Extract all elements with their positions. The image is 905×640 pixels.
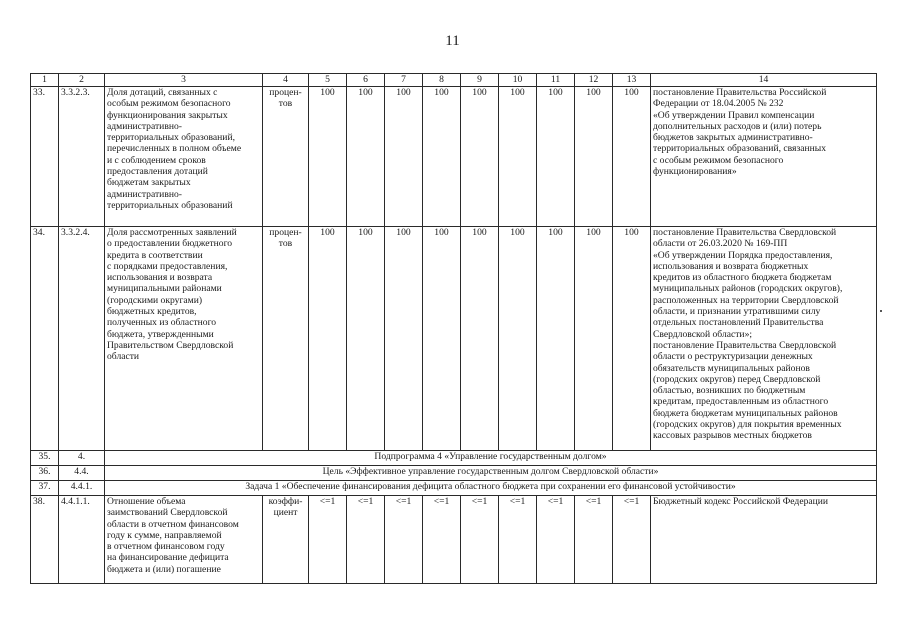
goal-row — [31, 466, 877, 481]
table-row — [31, 87, 877, 227]
row-code: 4.4.1. — [59, 481, 105, 496]
value-cell: 100 — [423, 87, 461, 227]
value-cell: 100 — [537, 227, 575, 451]
col-header-1: 1 — [31, 74, 59, 87]
scan-speck — [880, 310, 882, 312]
legal-source: Бюджетный кодекс Российской Федерации — [651, 496, 877, 584]
col-header-3: 3 — [105, 74, 263, 87]
subprogram-row — [31, 451, 877, 466]
indicator-name: Отношение объема заимствований Свердловской области в отчетном финансовом году к сумме, направляемой в отчетном финансовом году на финансирование дефицита бюджета и (или) погашение — [105, 496, 263, 584]
col-header-11: 11 — [537, 74, 575, 87]
col-header-5: 5 — [309, 74, 347, 87]
row-number: 38. — [31, 496, 59, 584]
indicators-table — [30, 73, 877, 584]
column-number-row — [31, 74, 877, 87]
value-cell: <=1 — [347, 496, 385, 584]
row-code: 4.4.1.1. — [59, 496, 105, 584]
indicator-name: Доля дотаций, связанных с особым режимом безопасного функционирования закрытых административно- территориальных образований, перечисленных в полном объеме и с соблюдением сроков предоставления дотаций бюджетам закрытых административно- территориальных образований — [105, 87, 263, 227]
col-header-10: 10 — [499, 74, 537, 87]
value-cell: 100 — [613, 87, 651, 227]
task-row — [31, 481, 877, 496]
row-code: 4. — [59, 451, 105, 466]
value-cell: 100 — [347, 87, 385, 227]
row-code: 3.3.2.4. — [59, 227, 105, 451]
value-cell: 100 — [309, 227, 347, 451]
legal-source: постановление Правительства Российской Федерации от 18.04.2005 № 232 «Об утверждении Правил компенсации дополнительных расходов и (или) потерь бюджетов закрытых административно- территориальных образований, связанных с особым режимом безопасного функционирования» — [651, 87, 877, 227]
col-header-14: 14 — [651, 74, 877, 87]
value-cell: 100 — [537, 87, 575, 227]
table-row — [31, 496, 877, 584]
value-cell: <=1 — [461, 496, 499, 584]
col-header-4: 4 — [263, 74, 309, 87]
value-cell: 100 — [499, 87, 537, 227]
col-header-2: 2 — [59, 74, 105, 87]
value-cell: <=1 — [537, 496, 575, 584]
col-header-9: 9 — [461, 74, 499, 87]
goal-title: Цель «Эффективное управление государственным долгом Свердловской области» — [105, 466, 877, 481]
value-cell: 100 — [461, 87, 499, 227]
unit: процен- тов — [263, 87, 309, 227]
row-code: 4.4. — [59, 466, 105, 481]
value-cell: <=1 — [613, 496, 651, 584]
row-number: 36. — [31, 466, 59, 481]
value-cell: 100 — [499, 227, 537, 451]
value-cell: <=1 — [309, 496, 347, 584]
value-cell: 100 — [385, 87, 423, 227]
row-code: 3.3.2.3. — [59, 87, 105, 227]
value-cell: 100 — [423, 227, 461, 451]
col-header-7: 7 — [385, 74, 423, 87]
value-cell: 100 — [461, 227, 499, 451]
value-cell: 100 — [613, 227, 651, 451]
value-cell: <=1 — [385, 496, 423, 584]
row-number: 35. — [31, 451, 59, 466]
col-header-13: 13 — [613, 74, 651, 87]
col-header-12: 12 — [575, 74, 613, 87]
task-title: Задача 1 «Обеспечение финансирования дефицита областного бюджета при сохранении его финансовой устойчивости» — [105, 481, 877, 496]
value-cell: <=1 — [499, 496, 537, 584]
unit: процен- тов — [263, 227, 309, 451]
indicator-name: Доля рассмотренных заявлений о предоставлении бюджетного кредита в соответствии с порядками предоставления, использования и возврата муниципальными районами (городскими округами) бюджетных кредитов, полученных из областного бюджета, утвержденными Правительством Свердловской области — [105, 227, 263, 451]
value-cell: 100 — [575, 87, 613, 227]
unit: коэффи- циент — [263, 496, 309, 584]
subprogram-title: Подпрограмма 4 «Управление государственным долгом» — [105, 451, 877, 466]
col-header-8: 8 — [423, 74, 461, 87]
legal-source: постановление Правительства Свердловской области от 26.03.2020 № 169-ПП «Об утверждении Порядка предоставления, использования и возврата бюджетных кредитов из областного бюджета бюджетам муниципальных районов (городских округов), расположенных на территории Свердловской области, и признании утратившими силу отдельных постановлений Правительства Свердловской области»; постановление Правительства Свердловской области о реструктуризации денежных обязательств муниципальных районов (городских округов) перед Свердловской областью, возникших по бюджетным кредитам, предоставленным из областного бюджета бюджетам муниципальных районов (городских округов) для покрытия временных кассовых разрывов местных бюджетов — [651, 227, 877, 451]
table-row — [31, 227, 877, 451]
row-number: 37. — [31, 481, 59, 496]
row-number: 34. — [31, 227, 59, 451]
row-number: 33. — [31, 87, 59, 227]
col-header-6: 6 — [347, 74, 385, 87]
page-number: 11 — [445, 33, 460, 49]
value-cell: 100 — [385, 227, 423, 451]
value-cell: 100 — [309, 87, 347, 227]
value-cell: 100 — [575, 227, 613, 451]
value-cell: 100 — [347, 227, 385, 451]
value-cell: <=1 — [423, 496, 461, 584]
value-cell: <=1 — [575, 496, 613, 584]
